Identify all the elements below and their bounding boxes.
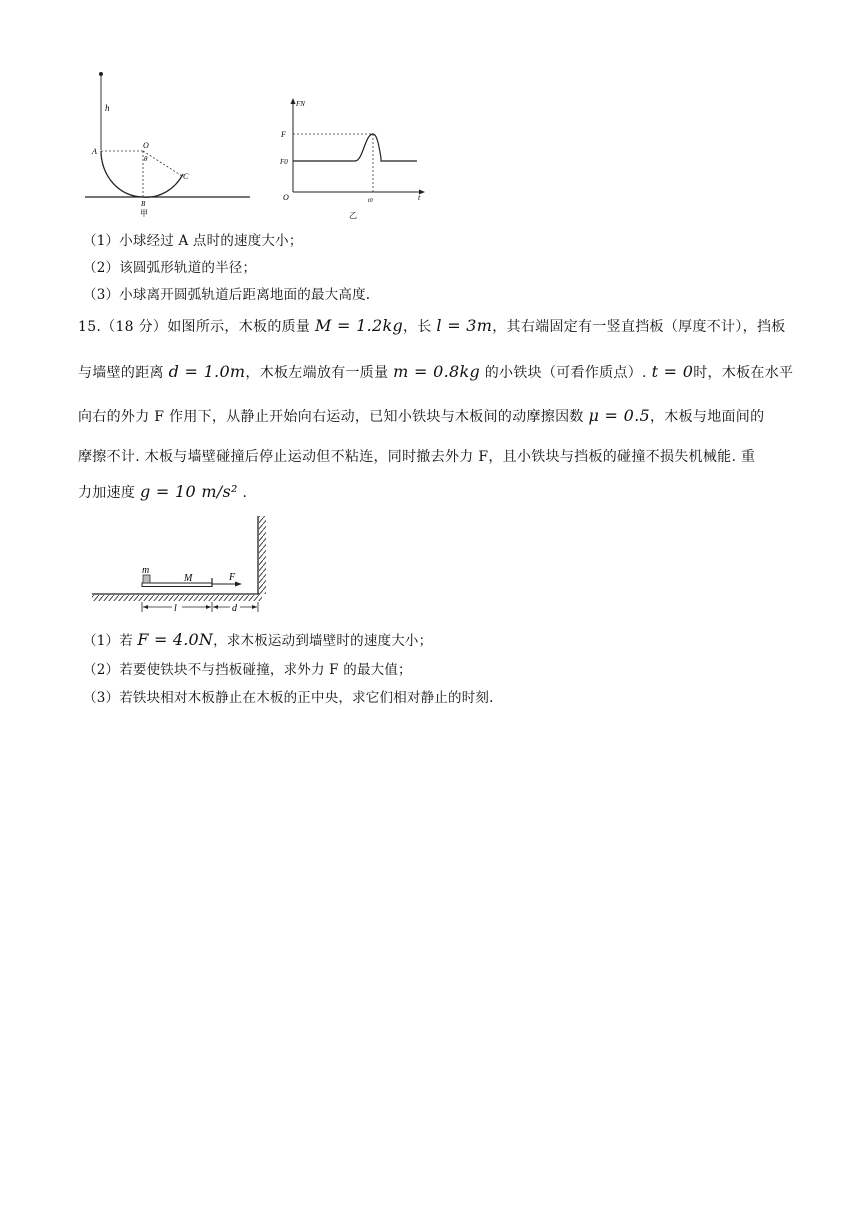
floor-hatch xyxy=(92,595,262,601)
q15-line2-c: 的小铁块（可看作质点）. xyxy=(480,365,652,381)
force-curve xyxy=(293,134,417,161)
q15-line1-b: ，长 xyxy=(403,319,437,335)
label-B: B xyxy=(141,200,146,208)
wooden-board xyxy=(142,583,212,587)
label-F: F xyxy=(281,130,286,139)
dim-l-arrow-left xyxy=(143,605,148,609)
q15-sub1-b: ，求木板运动到墙壁时的速度大小； xyxy=(213,633,433,649)
dashed-O-C xyxy=(143,151,182,176)
figure-board-wall xyxy=(88,512,278,618)
label-origin: O xyxy=(283,193,289,202)
label-F: F xyxy=(229,572,236,583)
q15-line-2 xyxy=(78,362,793,382)
q15-gravity-g: g = 10 m/s² xyxy=(139,482,238,501)
q15-distance-d: d = 1.0m xyxy=(168,362,246,381)
q15-mass-M: M = 1.2kg xyxy=(314,316,404,335)
figure-jia xyxy=(80,66,255,218)
label-l: l xyxy=(174,603,177,614)
label-C: C xyxy=(183,172,189,181)
q15-line3-a: 向右的外力 F 作用下，从静止开始向右运动，已知小铁块与木板间的动摩擦因数 xyxy=(78,409,589,425)
label-theta: θ xyxy=(144,155,148,163)
q15-line1-c: ，其右端固定有一竖直挡板（厚度不计），挡板 xyxy=(492,319,786,335)
q15-line2-d: 时，木板在水平 xyxy=(693,365,794,381)
q15-line5-a: 力加速度 xyxy=(78,485,140,501)
y-axis-arrow xyxy=(291,98,296,104)
q15-line2-b: ，木板左端放有一质量 xyxy=(245,365,394,381)
label-t: t xyxy=(418,193,421,202)
q15-friction-mu: μ = 0.5 xyxy=(588,406,650,425)
q15-line2-a: 与墙壁的距离 xyxy=(78,365,169,381)
prev-question-1: （1）小球经过 A 点时的速度大小； xyxy=(83,233,303,249)
label-m: m xyxy=(142,565,150,576)
caption-yi: 乙 xyxy=(349,211,357,220)
label-F0: F0 xyxy=(280,158,288,166)
q15-sub-1 xyxy=(83,629,432,649)
q15-length-l: l = 3m xyxy=(436,316,493,335)
arc-track xyxy=(101,151,183,197)
label-d: d xyxy=(232,603,237,614)
prev-question-3: （3）小球离开圆弧轨道后距离地面的最大高度. xyxy=(83,287,371,303)
force-arrow-head xyxy=(235,582,242,587)
q15-sub-3: （3）若铁块相对木板静止在木板的正中央，求它们相对静止的时刻. xyxy=(83,690,494,706)
figure-yi xyxy=(275,96,435,220)
q15-line3-b: ，木板与地面间的 xyxy=(650,409,765,425)
dim-d-arrow-right xyxy=(252,605,257,609)
q15-time-t: t = 0 xyxy=(651,362,694,381)
q15-line5-b: . xyxy=(237,485,248,501)
wall-hatch xyxy=(259,516,266,594)
label-O: O xyxy=(143,141,149,150)
caption-jia: 甲 xyxy=(140,209,148,218)
q15-line-1 xyxy=(78,316,786,336)
y-axis-label: FN xyxy=(296,100,305,108)
prev-question-2: （2）该圆弧形轨道的半径； xyxy=(83,260,257,276)
q15-line-4: 摩擦不计. 木板与墙壁碰撞后停止运动但不粘连，同时撤去外力 F，且小铁块与挡板的碰撞不损失机械能. 重 xyxy=(78,449,756,465)
dim-d-arrow-left xyxy=(213,605,218,609)
dim-l-arrow-right xyxy=(206,605,211,609)
q15-line1-a: 15.（18 分）如图所示，木板的质量 xyxy=(78,319,315,335)
label-h: h xyxy=(105,103,110,113)
label-M: M xyxy=(184,573,193,584)
q15-line-5 xyxy=(78,482,247,502)
label-t0: t0 xyxy=(368,198,373,204)
iron-block xyxy=(143,575,150,583)
label-A: A xyxy=(92,147,97,156)
q15-sub1-a: （1）若 xyxy=(83,633,138,649)
ball-start-point xyxy=(99,72,103,76)
q15-mass-m: m = 0.8kg xyxy=(393,362,480,381)
q15-line-3 xyxy=(78,406,764,426)
q15-sub1-force: F = 4.0N xyxy=(137,630,214,649)
q15-sub-2: （2）若要使铁块不与挡板碰撞，求外力 F 的最大值； xyxy=(83,662,412,678)
